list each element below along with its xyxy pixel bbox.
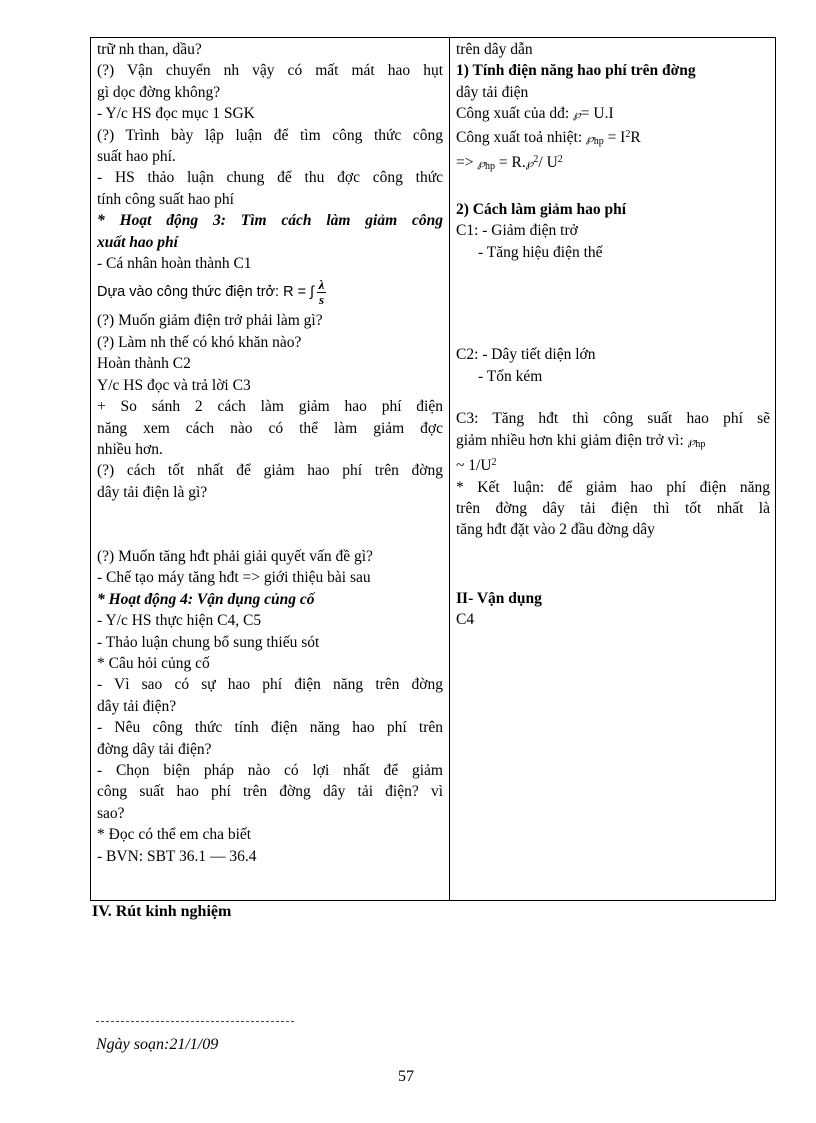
text-line: C4: [456, 611, 475, 629]
text-line: C1: - Giảm điện trở: [456, 222, 578, 240]
text-line: dây tải điện là gì?: [97, 483, 208, 501]
text-line: Y/c HS đọc và trả lời C3: [97, 376, 251, 394]
text-line: trên dây dẫn: [456, 41, 533, 58]
text-line: công suất hao phí trên đờng dây tải điện? vì: [97, 783, 443, 801]
text-line: trữ nh than, dầu?: [97, 41, 202, 58]
text-line: - Y/c HS đọc mục 1 SGK: [97, 105, 255, 123]
text-line: đờng dây tải điện?: [97, 740, 212, 758]
text-line: - Tăng hiệu điện thế: [478, 243, 603, 261]
text-line: suất hao phí.: [97, 148, 176, 166]
date-line: Ngày soạn:21/1/09: [96, 1036, 219, 1053]
text-line: - Thảo luận chung bổ sung thiếu sót: [97, 633, 320, 651]
text-line: tính công suất hao phí: [97, 190, 234, 208]
teacher-activities-column: [91, 38, 450, 900]
activity-heading: * Hoạt động 4: Vận dụng củng cố: [97, 590, 315, 608]
text-line: năng xem cách nào có thể làm giảm đợc: [97, 419, 443, 437]
section-title: IV. Rút kinh nghiệm: [92, 903, 232, 920]
fraction-numerator: λ: [318, 276, 325, 292]
text-line: (?) Muốn giảm điện trở phải làm gì?: [97, 312, 323, 330]
text-line: (?) Muốn tăng hđt phải giải quyết vấn đề gì?: [97, 547, 373, 565]
text-line: (?) Làm nh thế có khó khăn nào?: [97, 333, 302, 351]
formula-heat-power: Công xuất toả nhiệt: $℘_{hp} = I^2R$: [456, 128, 641, 147]
text-line: ~ $1/U^2$: [456, 457, 497, 475]
text-line: dây tải điện?: [97, 697, 177, 715]
text-line: C3: Tăng hđt thì công suất hao phí sẽ: [456, 410, 770, 428]
text-line: - Y/c HS thực hiện C4, C5: [97, 612, 262, 630]
text-line: * Đọc có thể em cha biết: [97, 826, 252, 844]
page-number: 57: [398, 1068, 414, 1085]
text-line: - Tốn kém: [478, 367, 543, 385]
section-heading: II- Vận dụng: [456, 589, 542, 607]
text-line: Hoàn thành C2: [97, 355, 191, 373]
text-line: * Kết luận: để giảm hao phí điện năng: [456, 478, 770, 496]
fraction-denominator: s: [319, 291, 325, 307]
resistance-formula: [97, 274, 443, 310]
text-line: + So sánh 2 cách làm giảm hao phí điện: [97, 398, 443, 416]
activity-heading: * Hoạt động 3: Tìm cách làm giảm công: [97, 212, 443, 230]
formula-loss-power: => $℘_{hp}$ = R.℘$^2$/ $U^2$: [456, 154, 563, 173]
activity-heading: xuất hao phí: [97, 233, 178, 251]
text-line: - Vì sao có sự hao phí điện năng trên đờng: [97, 676, 443, 694]
text-line: - BVN: SBT 36.1 — 36.4: [97, 847, 257, 865]
section-heading: 2) Cách làm giảm hao phí: [456, 200, 627, 218]
text-line: giảm nhiều hơn khi giảm điện trở vì: $℘_{hp}$: [456, 431, 706, 450]
text-line: gì dọc đờng không?: [97, 83, 221, 101]
formula-fraction: [317, 276, 326, 307]
text-line: nhiều hơn.: [97, 440, 163, 458]
content-column: [450, 38, 775, 900]
text-line: (?) Trình bày lập luận để tìm công thức công: [97, 126, 443, 144]
lesson-table: [90, 37, 776, 901]
text-line: trên đờng dây tải điện thì tốt nhất là: [456, 500, 770, 518]
text-line: - Chế tạo máy tăng hđt => giới thiệu bài sau: [97, 569, 371, 587]
text-line: tăng hđt đặt vào 2 đầu đờng dây: [456, 521, 655, 539]
text-line: sao?: [97, 804, 125, 822]
text-line: - Chọn biện pháp nào có lợi nhất để giảm: [97, 761, 443, 779]
formula-text: Dựa vào công thức điện trở: R = ∫: [97, 284, 315, 301]
text-line: (?) cách tốt nhất để giảm hao phí trên đờng: [97, 462, 443, 480]
text-line: (?) Vận chuyển nh vậy có mất mát hao hụt: [97, 62, 443, 80]
footnote-divider: [96, 1021, 294, 1022]
formula-power: Công xuất của dđ: ℘= U.I: [456, 105, 614, 123]
text-line: dây tải điện: [456, 83, 529, 101]
text-line: - Cá nhân hoàn thành C1: [97, 255, 252, 273]
text-line: * Câu hỏi củng cố: [97, 654, 210, 672]
text-line: C2: - Dây tiết diện lớn: [456, 346, 596, 364]
section-heading: 1) Tính điện năng hao phí trên đờng: [456, 62, 696, 80]
text-line: - HS thảo luận chung để thu đợc công thức: [97, 169, 443, 187]
text-line: - Nêu công thức tính điện năng hao phí trên: [97, 719, 443, 737]
